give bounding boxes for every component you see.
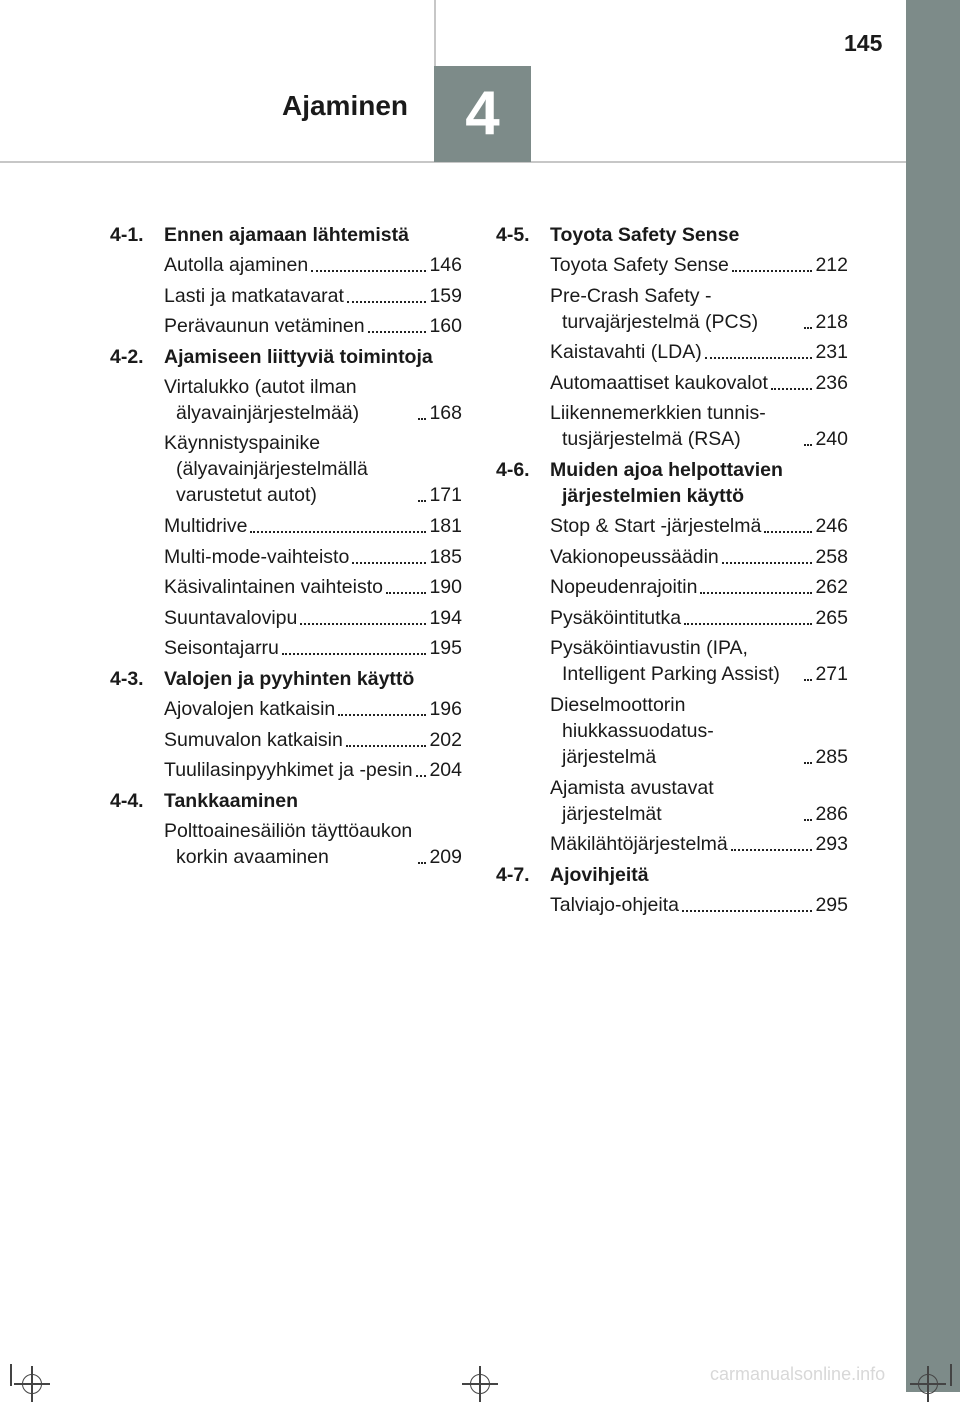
- dot-leader: [418, 418, 426, 420]
- section-number: 4-3.: [110, 667, 144, 690]
- toc-entry[interactable]: [550, 892, 848, 918]
- entry-title: Tuulilasinpyyhkimet ja -pesin: [164, 759, 413, 782]
- section-heading: [496, 862, 848, 888]
- toc-entry[interactable]: [164, 513, 462, 539]
- entry-title: Käynnistyspainike (älyavainjärjestelmällä varustetut autot): [164, 432, 368, 507]
- entry-title: Suuntavalovipu: [164, 606, 298, 629]
- dot-leader: [311, 270, 426, 272]
- toc-section: [110, 222, 462, 339]
- dot-leader: [705, 357, 813, 359]
- toc-column-right: [496, 222, 848, 922]
- dot-leader: [731, 849, 813, 851]
- toc-entry[interactable]: [550, 400, 848, 452]
- entry-title: Kaistavahti (LDA): [550, 341, 702, 364]
- dot-leader: [684, 623, 812, 625]
- entry-title: Autolla ajaminen: [164, 254, 309, 276]
- toc-entry[interactable]: [164, 696, 462, 722]
- toc-entry[interactable]: [164, 430, 462, 508]
- entry-page-number: 258: [815, 545, 848, 568]
- entry-page-number: 185: [429, 545, 462, 568]
- toc-entry[interactable]: [164, 374, 462, 426]
- dot-leader: [347, 301, 427, 303]
- toc-entry[interactable]: [164, 757, 462, 783]
- entry-page-number: 286: [815, 802, 848, 825]
- entry-page-number: 246: [815, 514, 848, 537]
- section-title: Toyota Safety Sense: [550, 224, 740, 246]
- dot-leader: [722, 562, 813, 564]
- entry-title: Pysäköintiavustin (IPA, Intelligent Parking Assist): [550, 637, 780, 686]
- toc-entry[interactable]: [550, 775, 848, 827]
- toc-entry[interactable]: [164, 283, 462, 309]
- entry-title: Vakionopeussäädin: [550, 545, 719, 568]
- entry-page-number: 262: [815, 576, 848, 599]
- section-number: 4-7.: [496, 863, 530, 886]
- section-heading: [496, 457, 848, 509]
- toc-entry[interactable]: [550, 574, 848, 600]
- toc-entry[interactable]: [550, 831, 848, 857]
- entry-title: Seisontajarru: [164, 637, 279, 660]
- toc-entry[interactable]: [164, 313, 462, 339]
- entry-page-number: 160: [429, 315, 462, 338]
- dot-leader: [250, 531, 426, 533]
- dot-leader: [804, 819, 812, 821]
- entry-title: Mäkilähtöjärjestelmä: [550, 833, 728, 856]
- dot-leader: [804, 679, 812, 681]
- toc-entry[interactable]: [550, 339, 848, 365]
- toc-entry[interactable]: [550, 605, 848, 631]
- entry-page-number: 168: [429, 401, 462, 424]
- toc-section: [110, 666, 462, 783]
- toc-section: [110, 344, 462, 662]
- section-number: 4-4.: [110, 789, 144, 812]
- entry-title: Polttoainesäiliön täyttöaukon korkin avaaminen: [164, 819, 413, 868]
- entry-title: Multi-mode-vaihteisto: [164, 545, 350, 568]
- watermark: carmanualsonline.info: [710, 1364, 886, 1384]
- entry-title: Toyota Safety Sense: [550, 254, 729, 276]
- dot-leader: [368, 331, 427, 333]
- crop-mark-icon: [950, 1364, 952, 1386]
- entry-title: Talviajo-ohjeita: [550, 893, 679, 916]
- dot-leader: [682, 910, 812, 912]
- entry-page-number: 202: [429, 728, 462, 751]
- toc-entry[interactable]: [550, 692, 848, 770]
- entry-title: Sumuvalon katkaisin: [164, 728, 343, 751]
- entry-title: Ajovalojen katkaisin: [164, 697, 336, 720]
- entry-page-number: 171: [429, 484, 462, 507]
- toc-section: [496, 862, 848, 918]
- entry-page-number: 218: [815, 310, 848, 333]
- dot-leader: [732, 270, 813, 272]
- toc-section: [110, 788, 462, 870]
- page-number: 145: [844, 30, 883, 56]
- entry-title: Automaattiset kaukovalot: [550, 371, 768, 394]
- dot-leader: [804, 762, 812, 764]
- entry-page-number: 240: [815, 428, 848, 451]
- dot-leader: [338, 714, 426, 716]
- entry-page-number: 190: [429, 576, 462, 599]
- entry-title: Liikennemerkkien tunnis-tusjärjestelmä (RSA): [550, 402, 766, 451]
- section-title: Ajovihjeitä: [550, 863, 649, 886]
- section-number: 4-6.: [496, 458, 530, 481]
- toc-entry[interactable]: [164, 605, 462, 631]
- section-number: 4-5.: [496, 224, 530, 246]
- dot-leader: [764, 531, 812, 533]
- section-number: 4-2.: [110, 345, 144, 368]
- entry-page-number: 195: [429, 637, 462, 660]
- section-number: 4-1.: [110, 224, 144, 246]
- entry-title: Ajamista avustavat järjestelmät: [550, 776, 714, 825]
- toc-section: [496, 457, 848, 857]
- entry-page-number: 194: [429, 606, 462, 629]
- chapter-title: Ajaminen: [281, 90, 408, 121]
- toc-entry[interactable]: [164, 818, 462, 870]
- section-heading: [110, 788, 462, 814]
- dot-leader: [416, 775, 427, 777]
- toc-entry[interactable]: [550, 635, 848, 687]
- entry-page-number: 231: [815, 341, 848, 364]
- dot-leader: [804, 327, 812, 329]
- entry-page-number: 285: [815, 745, 848, 768]
- entry-title: Multidrive: [164, 514, 248, 537]
- entry-title: Pre-Crash Safety -turvajärjestelmä (PCS): [550, 284, 759, 333]
- entry-page-number: 293: [815, 833, 848, 856]
- dot-leader: [300, 623, 426, 625]
- dot-leader: [282, 653, 427, 655]
- entry-page-number: 236: [815, 371, 848, 394]
- section-title: Ennen ajamaan lähtemistä: [164, 224, 409, 246]
- entry-title: Käsivalintainen vaihteisto: [164, 576, 383, 599]
- toc-entry[interactable]: [550, 283, 848, 335]
- dot-leader: [346, 745, 427, 747]
- dot-leader: [418, 862, 426, 864]
- section-title: Ajamiseen liittyviä toimintoja: [164, 345, 433, 368]
- toc-entry[interactable]: [164, 574, 462, 600]
- section-title: Valojen ja pyyhinten käyttö: [164, 667, 415, 690]
- toc-section: [496, 222, 848, 452]
- entry-page-number: 271: [815, 663, 848, 686]
- entry-title: Pysäköintitutka: [550, 606, 682, 629]
- entry-page-number: 181: [429, 514, 462, 537]
- entry-page-number: 146: [429, 254, 462, 276]
- entry-title: Stop & Start -järjestelmä: [550, 514, 762, 537]
- side-strip: [906, 0, 960, 1392]
- entry-page-number: 295: [815, 893, 848, 916]
- dot-leader: [771, 388, 813, 390]
- toc-entry[interactable]: [164, 635, 462, 661]
- entry-page-number: 265: [815, 606, 848, 629]
- dot-leader: [700, 592, 812, 594]
- toc-entry[interactable]: [164, 544, 462, 570]
- section-heading: [110, 666, 462, 692]
- toc-entry[interactable]: [550, 370, 848, 396]
- toc-entry[interactable]: [550, 252, 848, 278]
- entry-title: Nopeudenrajoitin: [550, 576, 698, 599]
- crop-mark-icon: [10, 1364, 12, 1386]
- entry-page-number: 212: [815, 254, 848, 276]
- entry-page-number: 204: [429, 759, 462, 782]
- dot-leader: [386, 592, 426, 594]
- entry-title: Virtalukko (autot ilman älyavainjärjestelmää): [164, 375, 360, 424]
- toc-entry[interactable]: [550, 513, 848, 539]
- toc-entry[interactable]: [164, 252, 462, 278]
- dot-leader: [418, 500, 426, 502]
- section-title: Muiden ajoa helpottavien järjestelmien käyttö: [550, 458, 783, 507]
- dot-leader: [804, 444, 812, 446]
- entry-page-number: 209: [429, 845, 462, 868]
- chapter-number-box: 4: [434, 66, 531, 162]
- entry-title: Perävaunun vetäminen: [164, 315, 365, 338]
- header-vertical-rule: [434, 0, 436, 66]
- section-title: Tankkaaminen: [164, 789, 299, 812]
- entry-page-number: 196: [429, 697, 462, 720]
- toc-entry[interactable]: [164, 727, 462, 753]
- toc-column-left: [110, 222, 462, 874]
- registration-mark-icon: [466, 1370, 494, 1398]
- entry-title: Lasti ja matkatavarat: [164, 284, 344, 307]
- registration-mark-icon: [914, 1370, 942, 1398]
- section-heading: [496, 222, 848, 248]
- entry-title: Dieselmoottorin hiukkassuodatus-järjestelmä: [550, 693, 714, 768]
- section-heading: [110, 344, 462, 370]
- registration-mark-icon: [18, 1370, 46, 1398]
- entry-page-number: 159: [429, 284, 462, 307]
- dot-leader: [352, 562, 426, 564]
- section-heading: [110, 222, 462, 248]
- toc-entry[interactable]: [550, 544, 848, 570]
